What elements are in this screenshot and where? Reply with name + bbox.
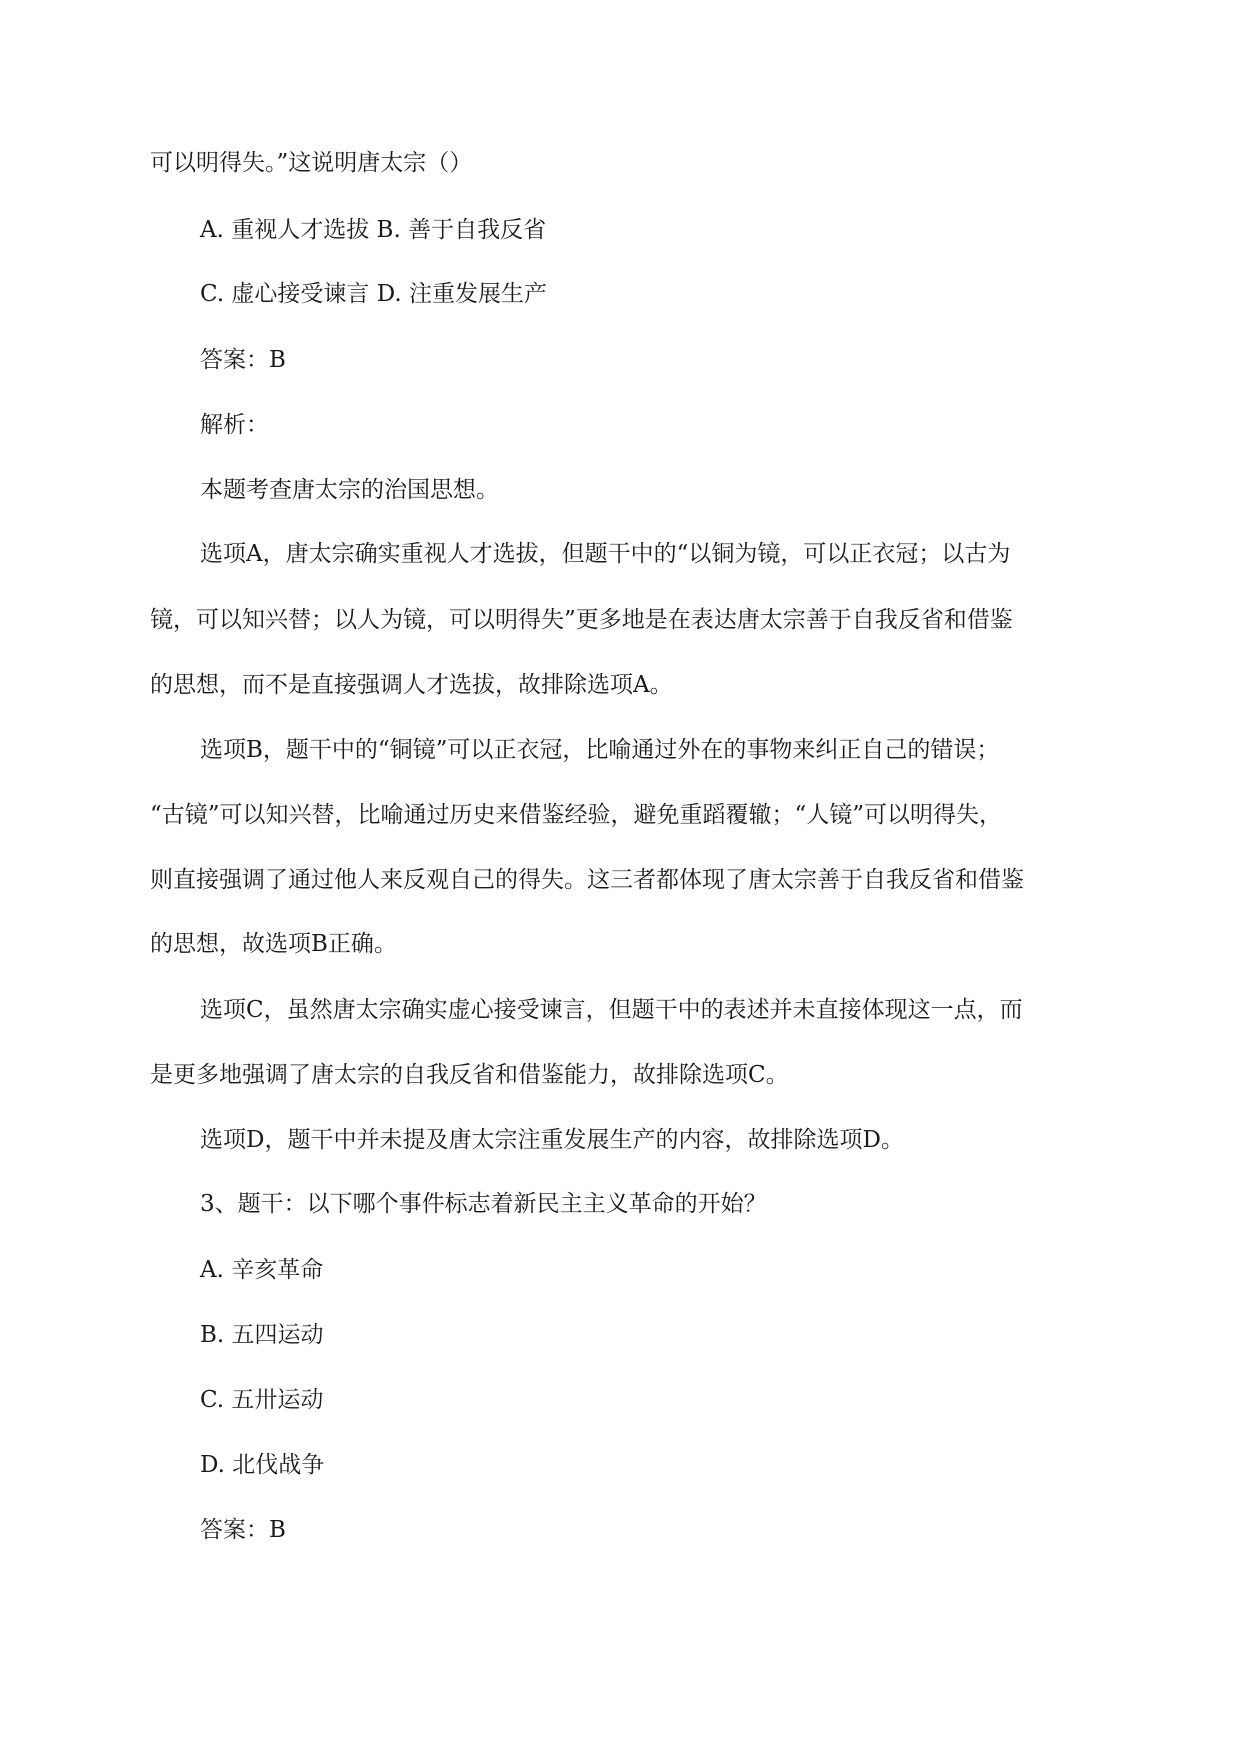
question-3-option: A. 辛亥革命	[200, 1257, 324, 1283]
question-2-stem-tail: 可以明得失。”这说明唐太宗（）	[150, 150, 473, 176]
analysis-option-c-line: 选项C，虽然唐太宗确实虚心接受谏言，但题干中的表述并未直接体现这一点，而	[200, 997, 1023, 1023]
analysis-option-a-line: 镜，可以知兴替；以人为镜，可以明得失”更多地是在表达唐太宗善于自我反省和借鉴	[150, 607, 1013, 633]
question-3-option: D. 北伐战争	[200, 1452, 325, 1478]
analysis-option-b-line: 选项B，题干中的“铜镜”可以正衣冠，比喻通过外在的事物来纠正自己的错误；	[200, 737, 1000, 763]
question-3-option: B. 五四运动	[200, 1322, 324, 1348]
question-2-answer: 答案：B	[200, 347, 286, 373]
question-3-answer: 答案：B	[200, 1517, 286, 1543]
analysis-option-b-line: 的思想，故选项B正确。	[150, 931, 397, 957]
question-2-analysis-label: 解析：	[200, 412, 269, 438]
analysis-option-a-line: 选项A，唐太宗确实重视人才选拔，但题干中的“以铜为镜，可以正衣冠；以古为	[200, 541, 1011, 567]
question-3-option: C. 五卅运动	[200, 1387, 324, 1413]
analysis-option-b-line: 则直接强调了通过他人来反观自己的得失。这三者都体现了唐太宗善于自我反省和借鉴	[150, 867, 1024, 893]
analysis-option-a-line: 的思想，而不是直接强调人才选拔，故排除选项A。	[150, 672, 673, 698]
analysis-option-b-line: “古镜”可以知兴替，比喻通过历史来借鉴经验，避免重蹈覆辙；“人镜”可以明得失，	[150, 802, 1003, 828]
question-3-stem: 3、题干：以下哪个事件标志着新民主主义革命的开始？	[200, 1191, 767, 1217]
question-2-options-row-1: A. 重视人才选拔 B. 善于自我反省	[200, 217, 547, 243]
analysis-option-d-line: 选项D，题干中并未提及唐太宗注重发展生产的内容，故排除选项D。	[200, 1127, 904, 1153]
question-2-options-row-2: C. 虚心接受谏言 D. 注重发展生产	[200, 281, 547, 307]
question-2-analysis-intro: 本题考查唐太宗的治国思想。	[200, 477, 499, 503]
analysis-option-c-line: 是更多地强调了唐太宗的自我反省和借鉴能力，故排除选项C。	[150, 1062, 789, 1088]
